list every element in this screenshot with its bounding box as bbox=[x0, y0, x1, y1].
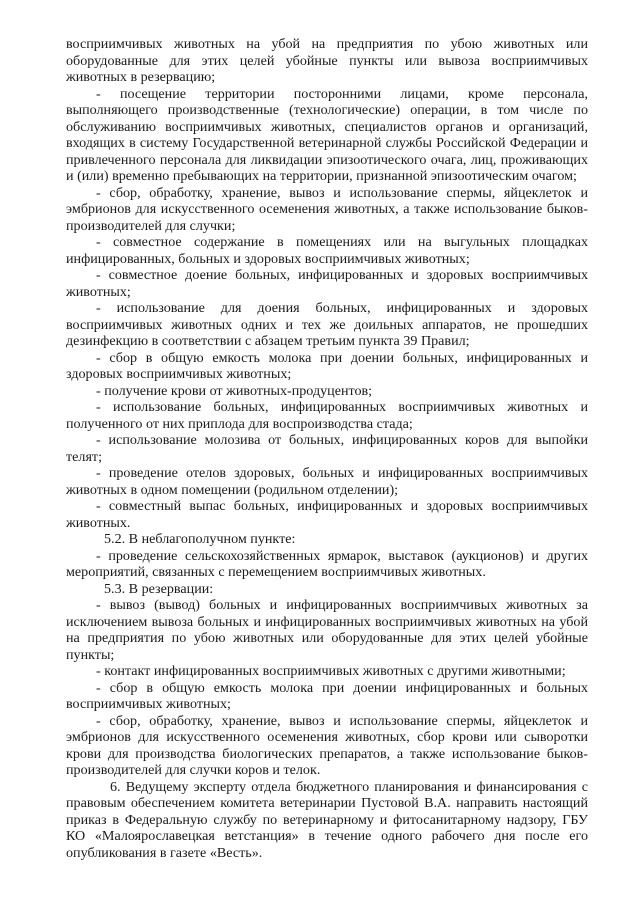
list-item-colostrum: - использование молозива от больных, инфицированных коров для выпойки телят; bbox=[66, 432, 588, 465]
list-item-export: - вывоз (вывод) больных и инфицированных восприимчивых животных за исключением вывоза больных и инфицированных восприимчивых животных на убой на предприятия по убою животных или оборудованные для этих целей убойные пункты; bbox=[66, 597, 588, 663]
list-item-grazing: - совместный выпас больных, инфицированных и здоровых восприимчивых животных. bbox=[66, 498, 588, 531]
list-item-fairs: - проведение сельскохозяйственных ярмарок, выставок (аукционов) и других мероприятий, связанных с перемещением восприимчивых животных. bbox=[66, 547, 588, 580]
continuation-paragraph: восприимчивых животных на убой на предприятия по убою животных или оборудованные для этих целей убойные пункты или вывоза восприимчивых животных в резервацию; bbox=[66, 36, 588, 85]
document-page bbox=[66, 36, 588, 861]
section-heading-5-2: 5.2. В неблагополучном пункте: bbox=[104, 531, 296, 547]
list-item-visitors: - посещение территории посторонними лицами, кроме персонала, выполняющего производственные (технологические) операции, в том числе по обслуживанию восприимчивых животных, специалистов органов и организаций, входящих в систему Государственной ветеринарной службы Российской Федерации и привлеченного персонала для ликвидации эпизоотического очага, лиц, проживающих и (или) временно пребывающих на территории, признанной эпизоотическим очагом; bbox=[66, 85, 588, 184]
list-item-sperm-blood: - сбор, обработку, хранение, вывоз и использование спермы, яйцеклеток и эмбрионов для искусственного осеменения животных, сбор крови или сыворотки крови для производства биологических препаратов, а также использование быков-производителей для случки коров и телок. bbox=[66, 712, 588, 778]
list-item-joint-housing: - совместное содержание в помещениях или на выгульных площадках инфицированных, больных и здоровых восприимчивых животных; bbox=[66, 234, 588, 267]
list-item-milk-collection-reservation: - сбор в общую емкость молока при доении инфицированных и больных восприимчивых животных; bbox=[66, 679, 588, 712]
clause-6-paragraph: 6. Ведущему эксперту отдела бюджетного планирования и финансирования с правовым обеспечением комитета ветеринарии Пустовой В.А. направить настоящий приказ в Федеральную службу по ветеринарному и фитосанитарному надзору, ГБУ КО «Малоярославецкая ветстанция» в течение одного рабочего дня после его опубликования в газете «Весть». bbox=[66, 778, 588, 861]
list-item-contact: - контакт инфицированных восприимчивых животных с другими животными; bbox=[96, 663, 566, 679]
list-item-calving: - проведение отелов здоровых, больных и инфицированных восприимчивых животных в одном помещении (родильном отделении); bbox=[66, 465, 588, 498]
list-item-milking-machines: - использование для доения больных, инфицированных и здоровых восприимчивых животных одних и тех же доильных аппаратов, не прошедших дезинфекцию в соответствии с абзацем третьим пункта 39 Правил; bbox=[66, 300, 588, 349]
list-item-blood-collection: - получение крови от животных-продуцентов; bbox=[96, 382, 373, 399]
list-item-milk-collection: - сбор в общую емкость молока при доении больных, инфицированных и здоровых восприимчивых животных; bbox=[66, 349, 588, 382]
list-item-joint-milking: - совместное доение больных, инфицированных и здоровых восприимчивых животных; bbox=[66, 267, 588, 300]
list-item-sperm-collection: - сбор, обработку, хранение, вывоз и использование спермы, яйцеклеток и эмбрионов для искусственного осеменения животных, а также использование быков-производителей для случки; bbox=[66, 184, 588, 234]
list-item-reproduction: - использование больных, инфицированных восприимчивых животных и полученного от них приплода для воспроизводства стада; bbox=[66, 399, 588, 432]
section-heading-5-3: 5.3. В резервации: bbox=[104, 580, 214, 597]
